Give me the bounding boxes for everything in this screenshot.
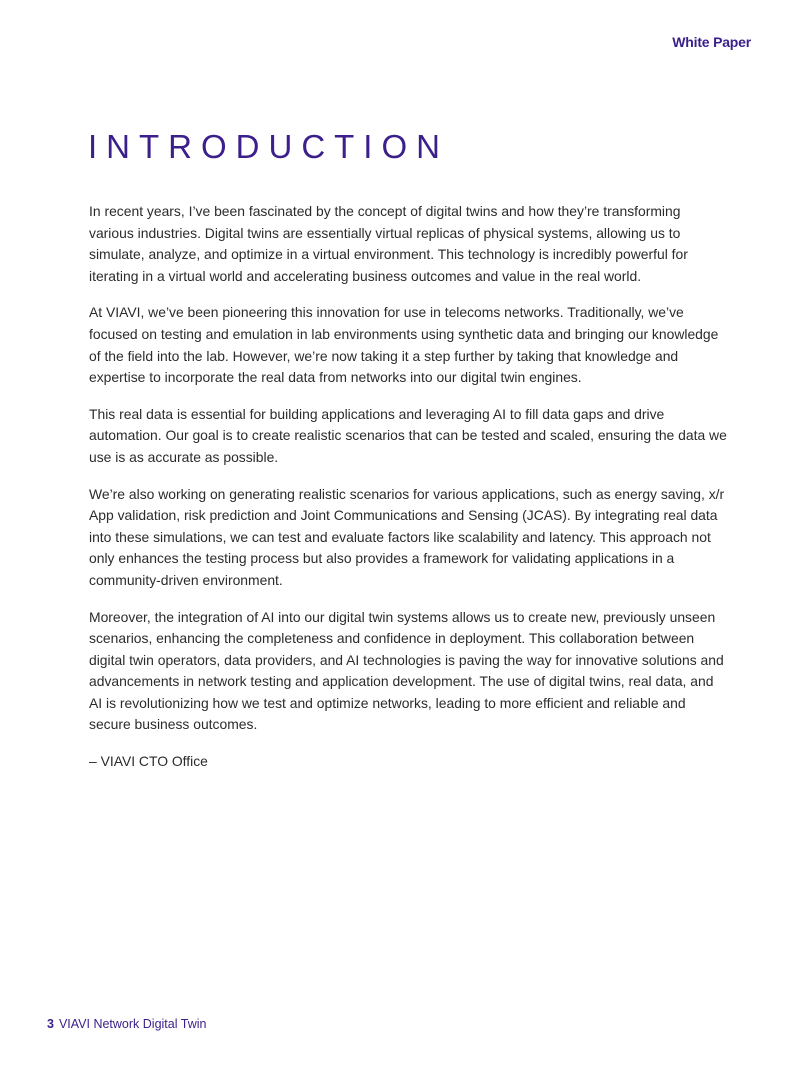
document-type-label: White Paper [672,34,751,50]
signature: – VIAVI CTO Office [89,753,208,770]
paragraph: This real data is essential for building applications and leveraging AI to fill data gaps and drive automation. Our goal is to create realistic scenarios that can be tested and scaled, ensuring the data we use is as accurate as possible. [89,405,727,465]
page-footer [47,1017,206,1031]
paragraph: At VIAVI, we’ve been pioneering this innovation for use in telecoms networks. Traditionally, we’ve focused on testing and emulation in lab environments using synthetic data and bringing our knowledge of the field into the lab. However, we’re now taking it a step further by taking that knowledge and expertise to incorporate the real data from networks into our digital twin engines. [89,304,719,386]
paragraph: Moreover, the integration of AI into our digital twin systems allows us to create new, previously unseen scenarios, enhancing the completeness and confidence in deployment. This collaboration between digital twin operators, data providers, and AI technologies is paving the way for innovative solutions and advancements in network testing and application development. The use of digital twins, real data, and AI is revolutionizing how we test and optimize networks, leading to more efficient and reliable and secure business outcomes. [89,608,724,733]
paragraph: In recent years, I’ve been fascinated by the concept of digital twins and how they’re transforming various industries. Digital twins are essentially virtual replicas of physical systems, allowing us to simulate, analyze, and optimize in a virtual environment. This technology is incredibly powerful for iterating in a virtual world and accelerating business outcomes and value in the real world. [89,203,688,284]
article-body [89,201,729,788]
page-title: INTRODUCTION [88,128,449,165]
page-number: 3 [47,1017,54,1031]
footer-document-title: VIAVI Network Digital Twin [58,1017,207,1031]
paragraph: We’re also working on generating realistic scenarios for various applications, such as energy saving, x/r App validation, risk prediction and Joint Communications and Sensing (JCAS). By integrating real data into these simulations, we can test and evaluate factors like scalability and latency. This approach not only enhances the testing process but also provides a framework for validating applications in a community-driven environment. [89,485,725,588]
